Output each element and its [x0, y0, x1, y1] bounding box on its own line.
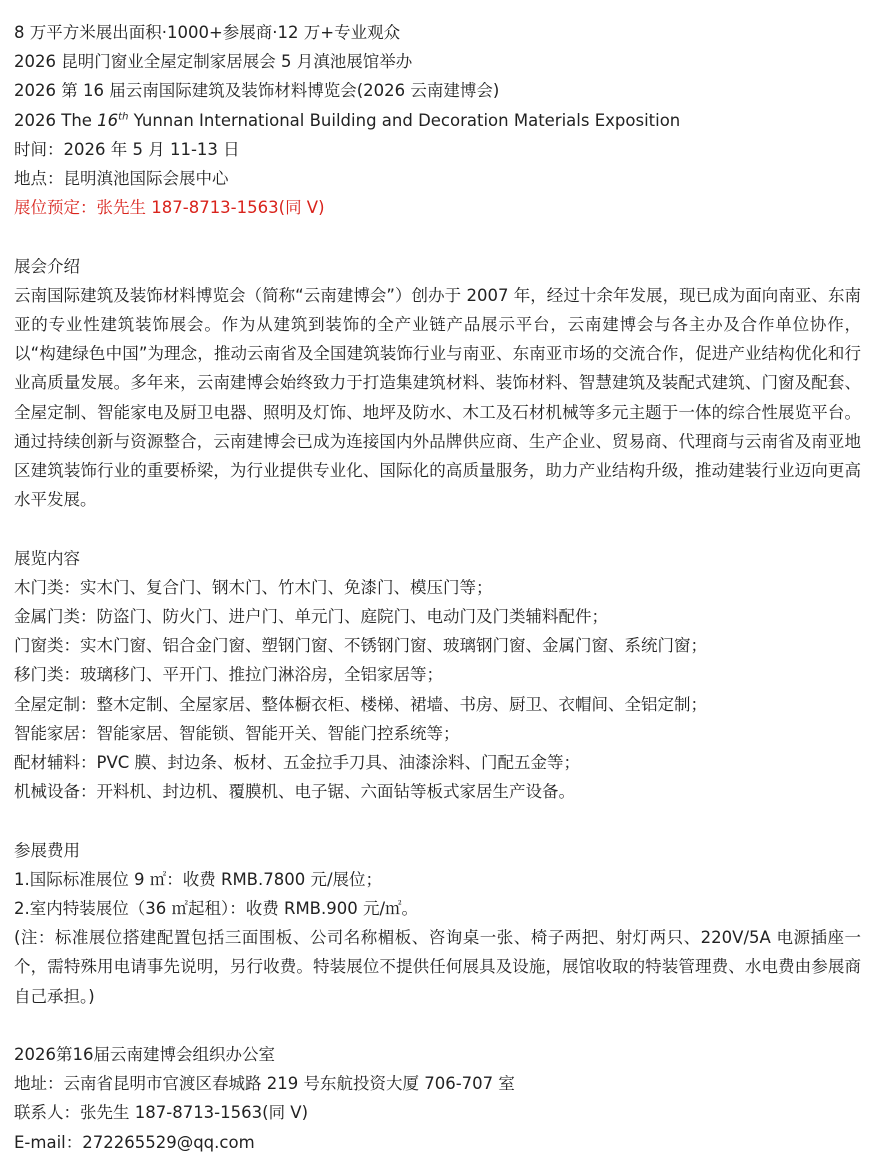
stats-line: 8 万平方米展出面积·1000+参展商·12 万+专业观众 — [14, 23, 401, 42]
exhibit-item: 门窗类：实木门窗、铝合金门窗、塑钢门窗、不锈钢门窗、玻璃钢门窗、金属门窗、系统门窗； — [14, 636, 707, 656]
title-cn: 2026 第 16 届云南国际建筑及装饰材料博览会(2026 云南建博会) — [14, 81, 500, 101]
fee-item: 2.室内特装展位（36 ㎡起租）：收费 RMB.900 元/㎡。 — [14, 899, 419, 919]
office-heading: 2026第16届云南建博会组织办公室 — [14, 1045, 275, 1065]
title-en-suffix: Yunnan International Building and Decoration Materials Exposition — [128, 110, 681, 130]
office-email: E-mail：272265529@qq.com — [14, 1132, 255, 1152]
spacer — [14, 514, 861, 543]
fees-note: (注：标准展位搭建配置包括三面围板、公司名称楣板、咨询桌一张、椅子两把、射灯两只、220V/5A 电源插座一个，需特殊用电请事先说明，另行收费。特装展位不提供任何展具及设施，展馆收取的特装管理费、水电费由参展商自己承担。) — [14, 928, 861, 1006]
exhibit-item: 全屋定制：整木定制、全屋家居、整体橱衣柜、楼梯、裙墙、书房、厨卫、衣帽间、全铝定制； — [14, 694, 707, 714]
fees-heading: 参展费用 — [14, 840, 80, 860]
exhibit-item: 移门类：玻璃移门、平开门、推拉门淋浴房，全铝家居等； — [14, 665, 443, 685]
spacer — [14, 806, 861, 835]
exhibit-item: 木门类：实木门、复合门、钢木门、竹木门、免漆门、模压门等； — [14, 577, 493, 597]
fee-item: 1.国际标准展位 9 ㎡：收费 RMB.7800 元/展位； — [14, 869, 383, 889]
exhibits-heading: 展览内容 — [14, 548, 80, 568]
title-en-ordinal: 16 — [97, 110, 119, 130]
title-en-sup: th — [118, 111, 129, 123]
office-contact: 联系人：张先生 187-8713-1563(同 V) — [14, 1103, 309, 1123]
title-en-prefix: 2026 The — [14, 110, 98, 130]
time-line: 时间：2026 年 5 月 11-13 日 — [14, 139, 240, 159]
booking-line: 展位预定：张先生 187-8713-1563(同 V) — [14, 198, 325, 218]
exhibit-item: 智能家居：智能家居、智能锁、智能开关、智能门控系统等； — [14, 723, 460, 743]
spacer — [14, 222, 861, 251]
concurrent-event-line: 2026 昆明门窗业全屋定制家居展会 5 月滇池展馆举办 — [14, 52, 413, 72]
exhibit-item: 机械设备：开料机、封边机、覆膜机、电子锯、六面钻等板式家居生产设备。 — [14, 782, 575, 802]
title-en — [14, 106, 861, 135]
exhibit-item: 金属门类：防盗门、防火门、进户门、单元门、庭院门、电动门及门类辅料配件； — [14, 607, 608, 627]
spacer — [14, 1011, 861, 1040]
intro-body: 云南国际建筑及装饰材料博览会（简称“云南建博会”）创办于 2007 年，经过十余年发展，现已成为面向南亚、东南亚的专业性建筑装饰展会。作为从建筑到装饰的全产业链产品展示平台，云南建博会与各主办及合作单位协作，以“构建绿色中国”为理念，推动云南省及全国建筑装饰行业与南亚、东南亚市场的交流合作，促进产业结构优化和行业高质量发展。多年来，云南建博会始终致力于打造集建筑材料、装饰材料、智慧建筑及装配式建筑、门窗及配套、全屋定制、智能家电及厨卫电器、照明及灯饰、地坪及防水、木工及石材机械等多元主题于一体的综合性展览平台。通过持续创新与资源整合，云南建博会已成为连接国内外品牌供应商、生产企业、贸易商、代理商与云南省及南亚地区建筑装饰行业的重要桥梁，为行业提供专业化、国际化的高质量服务，助力产业结构升级，推动建装行业迈向更高水平发展。 — [14, 285, 861, 510]
venue-line: 地点：昆明滇池国际会展中心 — [14, 169, 229, 189]
exhibit-item: 配材辅料：PVC 膜、封边条、板材、五金拉手刀具、油漆涂料、门配五金等； — [14, 753, 581, 773]
office-address: 地址：云南省昆明市官渡区春城路 219 号东航投资大厦 706-707 室 — [14, 1074, 515, 1094]
intro-heading: 展会介绍 — [14, 256, 80, 276]
